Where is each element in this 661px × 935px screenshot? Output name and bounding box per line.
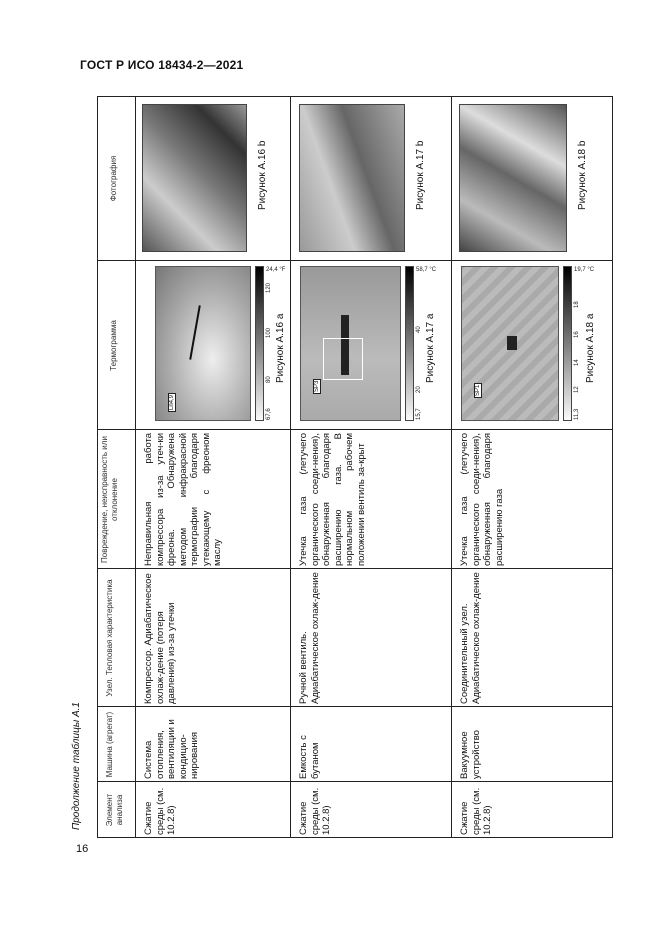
scale-label: 11,3 xyxy=(574,408,580,420)
row-divider xyxy=(290,96,291,838)
thermogram-caption: Рисунок А.16 a xyxy=(275,313,286,383)
thermogram-marker: Ln4,9 xyxy=(169,394,175,410)
scale-label: 67,6 xyxy=(266,408,272,420)
thermogram-scale xyxy=(405,266,414,421)
thermogram-scale xyxy=(563,266,572,421)
header-divider xyxy=(135,96,136,838)
cell-fault: Неправильная работа компрессора из-за утеч-ки фреона. Обнаружена методом инфракрасной термографии благодаря утекающему с фреоном маслу xyxy=(143,433,223,566)
document-header: ГОСТ Р ИСО 18434-2—2021 xyxy=(80,58,244,72)
cell-element: Сжатие среды (см. 10.2.8) xyxy=(298,787,332,835)
photo-caption: Рисунок А.18 b xyxy=(577,140,588,210)
thermogram-caption: Рисунок А.17 a xyxy=(425,313,436,383)
thermogram-hotspot xyxy=(507,336,517,350)
col-header-machine: Машина (агрегат) xyxy=(105,711,114,778)
photo-caption: Рисунок А.17 b xyxy=(415,140,426,210)
scale-label: 100 xyxy=(266,327,272,338)
cell-element: Сжатие среды (см. 10.2.8) xyxy=(459,787,493,835)
scale-label: 58,7 °C xyxy=(416,267,437,273)
thermogram-frame xyxy=(323,338,363,380)
scale-label: 20 xyxy=(416,386,422,393)
photo-caption: Рисунок А.16 b xyxy=(257,140,268,210)
thermogram-marker: SP3 xyxy=(314,380,320,392)
col-header-fault: Повреждение, неисправность или отклонение xyxy=(100,436,119,563)
cell-unit: Соединительный узел. Адиабатическое охлаж-дение xyxy=(459,572,482,704)
photo xyxy=(142,104,247,252)
col-header-photo: Фотография xyxy=(109,155,118,202)
scale-label: 18 xyxy=(574,301,580,308)
thermogram-scale xyxy=(255,266,264,421)
photo xyxy=(299,104,405,252)
cell-machine: Емкость с бутаном xyxy=(298,735,321,779)
scale-label: 16 xyxy=(574,331,580,338)
cell-fault: Утечка газа (летучего органического соеди-нения), обнаруженная благодаря расширению газа. В нормальном рабочем положении вентиль за-крыт xyxy=(298,433,367,566)
thermogram-caption: Рисунок А.18 a xyxy=(585,313,596,383)
cell-fault: Утечка газа (летучего органического соеди-нения), обнаруженная благодаря расширению газа xyxy=(459,433,505,566)
thermogram-image xyxy=(155,266,251,421)
cell-element: Сжатие среды (см. 10.2.8) xyxy=(143,787,177,835)
cell-machine: Система отопления, вентиляции и кондицио-нирования xyxy=(143,719,200,779)
table-continuation-label: Продолжение таблицы А.1 xyxy=(71,702,82,830)
thermogram-hotline xyxy=(189,305,201,360)
scale-label: 19,7 °C xyxy=(574,267,595,273)
cell-unit: Компрессор. Адиабатическое охлаж-дение (потеря давления) из-за утечки xyxy=(143,573,177,704)
column-divider xyxy=(97,260,613,261)
photo xyxy=(459,104,567,252)
col-header-unit: Узел. Тепловая характеристика xyxy=(105,579,114,697)
thermogram-image xyxy=(461,266,559,421)
col-header-element: Элемент анализа xyxy=(105,793,124,827)
table xyxy=(97,96,613,838)
col-header-thermogram: Термограмма xyxy=(109,320,118,371)
thermogram-image xyxy=(300,266,401,421)
page-number: 16 xyxy=(76,843,89,855)
scale-label: 40 xyxy=(416,326,422,333)
row-divider xyxy=(451,96,452,838)
scale-label: 15,7 xyxy=(416,408,422,420)
cell-machine: Вакуумное устройство xyxy=(459,730,482,779)
scale-label: 12 xyxy=(574,386,580,393)
scale-label: 80 xyxy=(266,376,272,383)
scale-label: 120 xyxy=(266,282,272,293)
scale-label: 14 xyxy=(574,359,580,366)
thermogram-marker: SP1 xyxy=(475,384,481,396)
cell-unit: Ручной вентиль. Адиабатическое охлаж-дение xyxy=(298,572,321,704)
scale-label: 24,4 °F xyxy=(266,267,286,273)
